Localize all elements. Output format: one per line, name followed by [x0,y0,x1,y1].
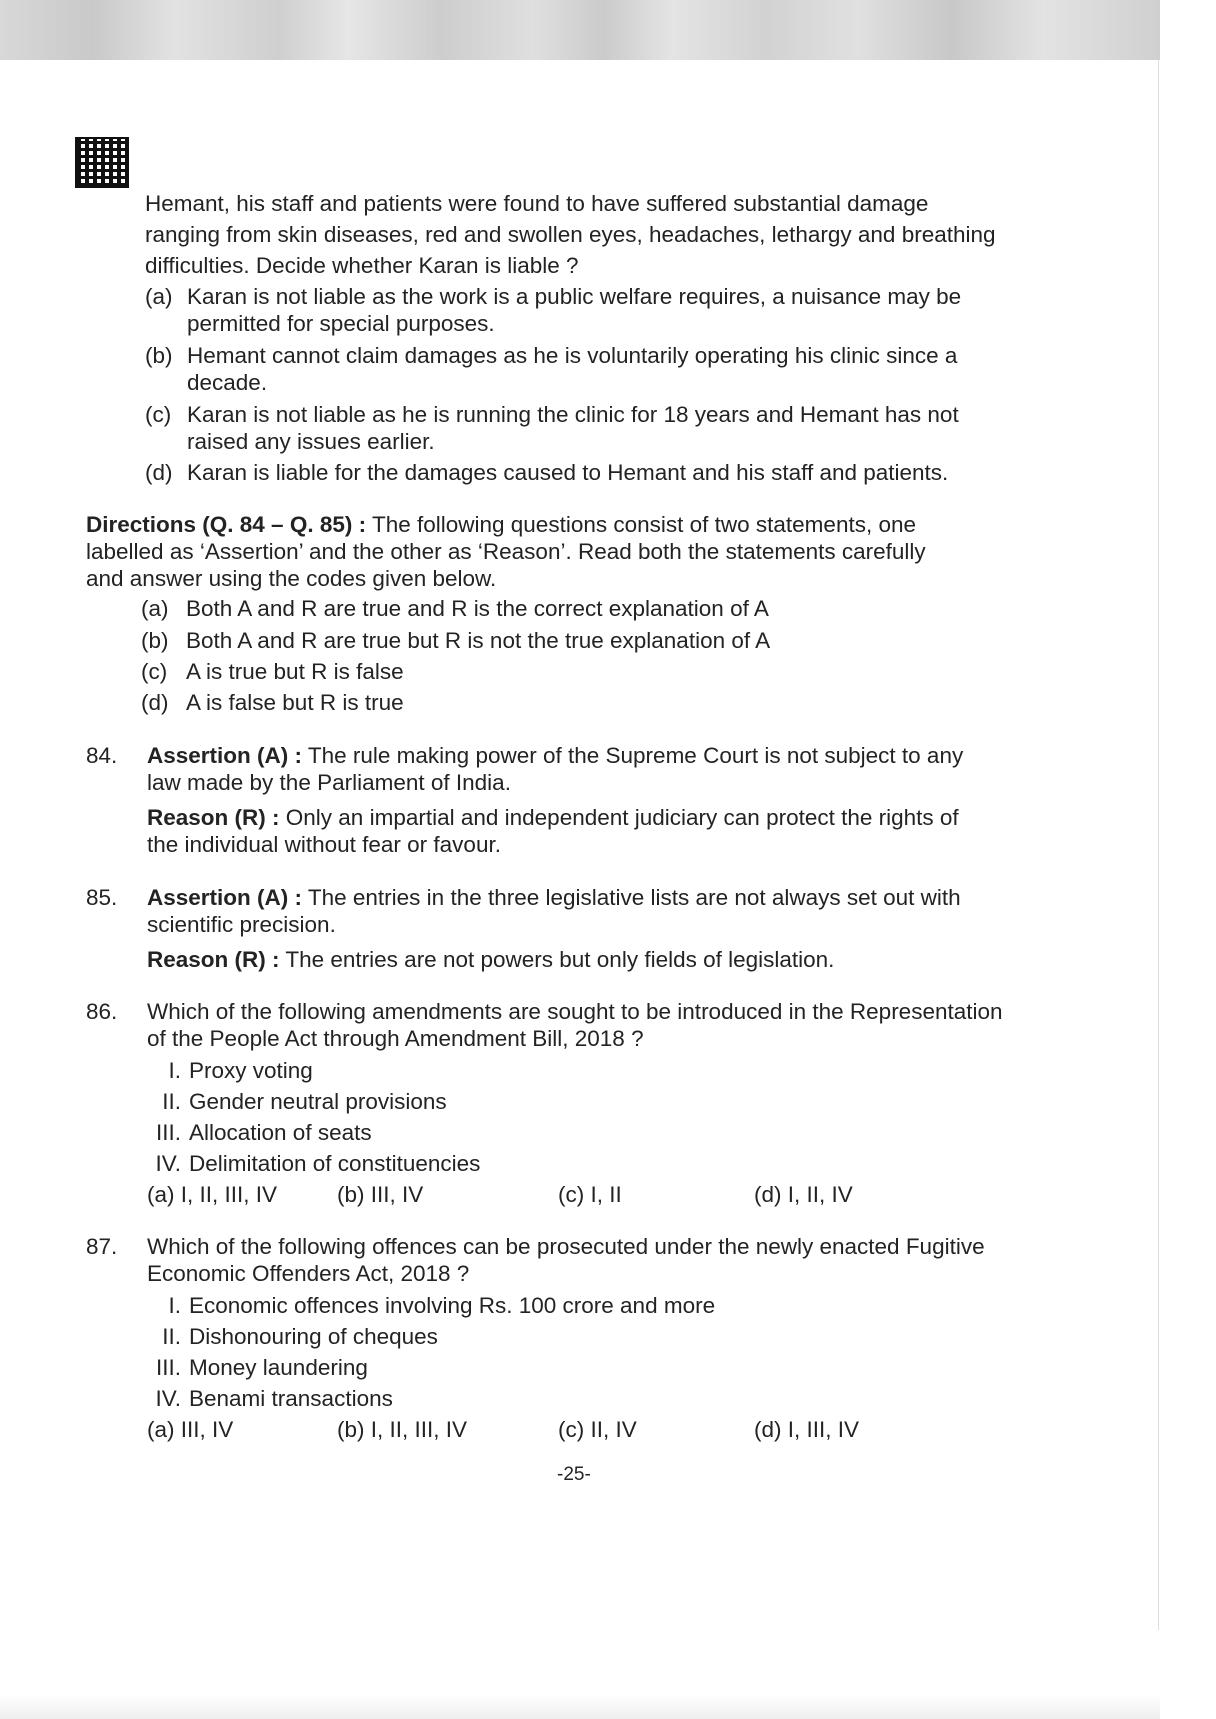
question-number: 85. [86,885,118,910]
item-text: Allocation of seats [189,1120,372,1145]
item-label: III. [155,1120,181,1145]
question-number: 84. [86,743,118,768]
answer-option: (d) I, III, IV [754,1417,860,1442]
item-label: IV. [155,1151,181,1176]
answer-option: (c) I, II [558,1182,622,1207]
answer-option: (c) II, IV [558,1417,637,1442]
code-label: (a) [141,596,169,621]
option-label: (b) [145,343,173,368]
item-label: I. [168,1058,181,1083]
directions-text: and answer using the codes given below. [86,566,497,591]
code-text: A is true but R is false [186,659,404,684]
item-text: Economic offences involving Rs. 100 crore and more [189,1293,716,1318]
question-text: Hemant, his staff and patients were found to have suffered substantial damage [145,191,929,216]
item-text: Delimitation of constituencies [189,1151,481,1176]
option-text: Karan is liable for the damages caused to Hemant and his staff and patients. [187,460,949,485]
item-label: II. [162,1089,181,1114]
question-text: of the People Act through Amendment Bill, 2018 ? [147,1026,644,1051]
item-label: I. [168,1293,181,1318]
code-label: (b) [141,628,169,653]
option-text: decade. [187,370,268,395]
reason [147,946,834,973]
reason-text: The entries are not powers but only fields of legislation. [285,947,835,972]
question-number: 87. [86,1234,118,1259]
item-text: Gender neutral provisions [189,1089,447,1114]
option-text: Karan is not liable as the work is a public welfare requires, a nuisance may be [187,284,962,309]
option-text: Karan is not liable as he is running the clinic for 18 years and Hemant has not [187,402,959,427]
assertion-label: Assertion (A) : [147,885,303,910]
directions-heading: Directions (Q. 84 – Q. 85) : [86,512,367,537]
question-text: difficulties. Decide whether Karan is liable ? [145,253,579,278]
item-label: IV. [155,1386,181,1411]
code-text: Both A and R are true and R is the correct explanation of A [186,596,769,621]
item-label: II. [162,1324,181,1349]
question-number: 86. [86,999,118,1024]
option-label: (a) [145,284,173,309]
reason-label: Reason (R) : [147,805,280,830]
code-text: A is false but R is true [186,690,404,715]
item-label: III. [155,1355,181,1380]
option-text: raised any issues earlier. [187,429,435,454]
assertion-text: The rule making power of the Supreme Court is not subject to any [307,743,964,768]
directions-text: The following questions consist of two statements, one [371,512,916,537]
reason [147,804,959,831]
item-text: Money laundering [189,1355,368,1380]
item-text: Dishonouring of cheques [189,1324,438,1349]
assertion-label: Assertion (A) : [147,743,303,768]
assertion-text: scientific precision. [147,912,336,937]
answer-option: (b) I, II, III, IV [337,1417,468,1442]
item-text: Proxy voting [189,1058,313,1083]
answer-option: (a) III, IV [147,1417,234,1442]
option-text: Hemant cannot claim damages as he is voluntarily operating his clinic since a [187,343,958,368]
option-label: (d) [145,460,173,485]
item-text: Benami transactions [189,1386,393,1411]
directions-text: labelled as ‘Assertion’ and the other as ‘Reason’. Read both the statements carefully [86,539,926,564]
assertion [147,884,961,911]
option-label: (c) [145,402,172,427]
question-text: ranging from skin diseases, red and swollen eyes, headaches, lethargy and breathing [145,222,996,247]
assertion-text: law made by the Parliament of India. [147,770,511,795]
answer-option: (a) I, II, III, IV [147,1182,278,1207]
question-text: Which of the following amendments are sought to be introduced in the Representation [147,999,1003,1024]
reason-label: Reason (R) : [147,947,280,972]
assertion [147,742,963,769]
directions-block [86,511,916,538]
page-number: -25- [557,1464,591,1485]
question-text: Economic Offenders Act, 2018 ? [147,1261,470,1286]
reason-text: Only an impartial and independent judiciary can protect the rights of [285,805,959,830]
code-text: Both A and R are true but R is not the true explanation of A [186,628,771,653]
answer-option: (b) III, IV [337,1182,424,1207]
question-text: Which of the following offences can be prosecuted under the newly enacted Fugitive [147,1234,985,1259]
reason-text: the individual without fear or favour. [147,832,501,857]
code-label: (c) [141,659,168,684]
assertion-text: The entries in the three legislative lists are not always set out with [307,885,961,910]
option-text: permitted for special purposes. [187,311,495,336]
code-label: (d) [141,690,169,715]
answer-option: (d) I, II, IV [754,1182,853,1207]
